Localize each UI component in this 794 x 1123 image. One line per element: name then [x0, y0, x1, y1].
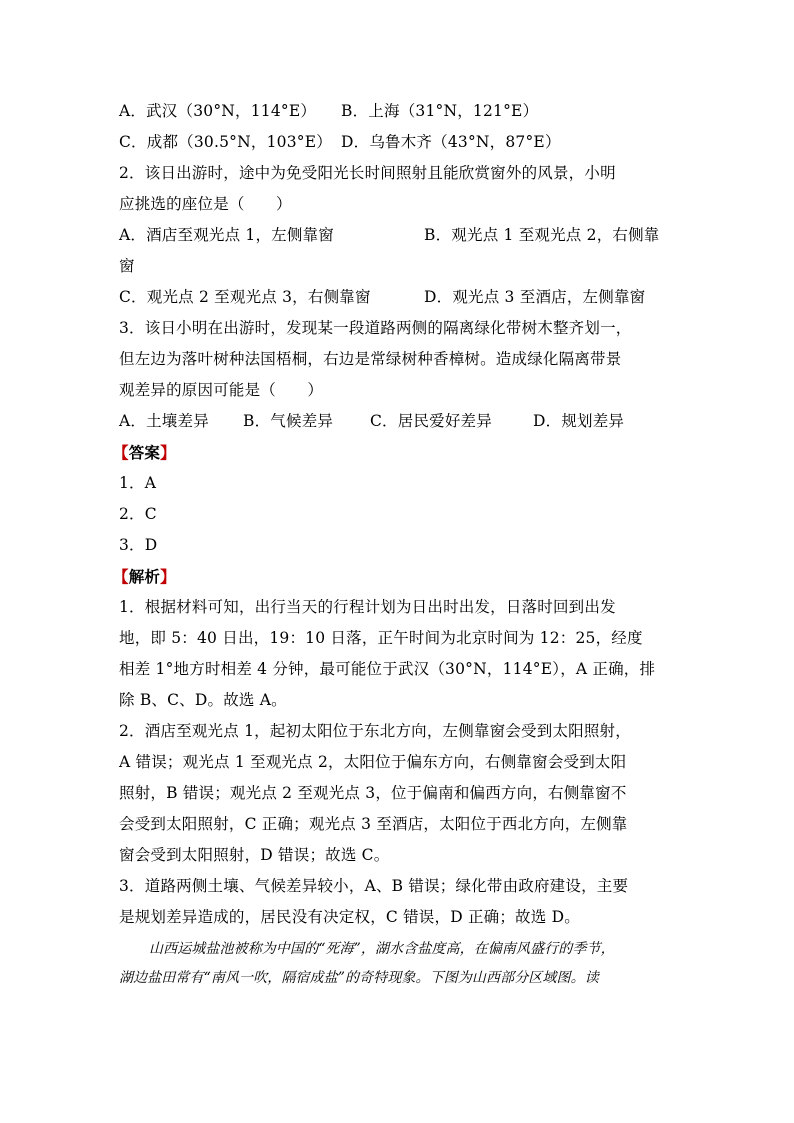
analysis-line: 窗会受到太阳照射，D 错误；故选 C。: [119, 846, 390, 864]
q3-option-d: D．规划差异: [533, 412, 625, 430]
q2-option-b: B．观光点 1 至观光点 2，右侧靠: [424, 226, 660, 244]
q3-stem-line-1: 3．该日小明在出游时，发现某一段道路两侧的隔离绿化带树木整齐划一，: [119, 319, 632, 337]
q3-option-a: A．土壤差异: [119, 412, 209, 430]
analysis-line: 地，即 5：40 日出，19：10 日落，正午时间为北京时间为 12：25，经度: [119, 629, 643, 647]
analysis-line: 是规划差异造成的，居民没有决定权，C 错误，D 正确；故选 D。: [119, 908, 580, 926]
q2-stem-line-2: 应挑选的座位是（ ）: [119, 195, 292, 213]
analysis-line: 除 B、C、D。故选 A。: [119, 691, 287, 709]
q3-option-b: B．气候差异: [243, 412, 334, 430]
analysis-line: 会受到太阳照射，C 正确；观光点 3 至酒店，太阳位于西北方向，左侧靠: [119, 815, 628, 833]
q2-option-d: D．观光点 3 至酒店，左侧靠窗: [424, 288, 646, 306]
q2-option-c: C．观光点 2 至观光点 3，右侧靠窗: [119, 288, 371, 306]
document-page: [113, 96, 679, 993]
analysis-heading: 【解析】: [113, 567, 176, 586]
analysis-line: 2．酒店至观光点 1，起初太阳位于东北方向，左侧靠窗会受到太阳照射，: [119, 722, 631, 740]
analysis-line: A 错误；观光点 1 至观光点 2，太阳位于偏东方向，右侧靠窗会受到太阳: [119, 753, 627, 771]
q3-option-c: C．居民爱好差异: [370, 412, 492, 430]
q2-options-row-1: [119, 220, 679, 251]
q1-options-row-1: [119, 96, 679, 127]
q1-option-d: D．乌鲁木齐（43°N，87°E）: [341, 133, 561, 151]
analysis-line: 3．道路两侧土壤、气候差异较小，A、B 错误；绿化带由政府建设，主要: [119, 877, 629, 895]
q1-option-a: A．武汉（30°N，114°E）: [119, 102, 317, 120]
analysis-line: 1．根据材料可知，出行当天的行程计划为日出时出发，日落时回到出发: [119, 598, 616, 616]
next-material-line-2: 湖边盐田常有“南风一吹，隔宿成盐”的奇特现象。下图为山西部分区域图。读: [119, 970, 599, 986]
q3-options-row: [119, 406, 679, 437]
analysis-line: 相差 1°地方时相差 4 分钟，最可能位于武汉（30°N，114°E），A 正确，排: [119, 660, 656, 678]
q2-option-b-continued: 窗: [119, 257, 135, 275]
answer-item: 2．C: [119, 505, 157, 523]
q1-options-row-2: [119, 127, 679, 158]
q1-option-c: C．成都（30.5°N，103°E）: [119, 133, 332, 151]
q2-stem-line-1: 2．该日出游时，途中为免受阳光长时间照射且能欣赏窗外的风景，小明: [119, 164, 616, 182]
analysis-line: 照射，B 错误；观光点 2 至观光点 3，位于偏南和偏西方向，右侧靠窗不: [119, 784, 627, 802]
next-material-line-1: 山西运城盐池被称为中国的“死海”，湖水含盐度高，在偏南风盛行的季节，: [149, 941, 615, 957]
q2-option-a: A．酒店至观光点 1，左侧靠窗: [119, 226, 334, 244]
q2-options-row-2: [119, 282, 679, 313]
answer-heading: 【答案】: [113, 443, 176, 462]
q1-option-b: B．上海（31°N，121°E）: [341, 102, 539, 120]
answer-item: 1．A: [119, 474, 157, 492]
q3-stem-line-2: 但左边为落叶树种法国梧桐，右边是常绿树种香樟树。造成绿化隔离带景: [119, 350, 622, 368]
q3-stem-line-3: 观差异的原因可能是（ ）: [119, 381, 324, 399]
answer-item: 3．D: [119, 536, 158, 554]
